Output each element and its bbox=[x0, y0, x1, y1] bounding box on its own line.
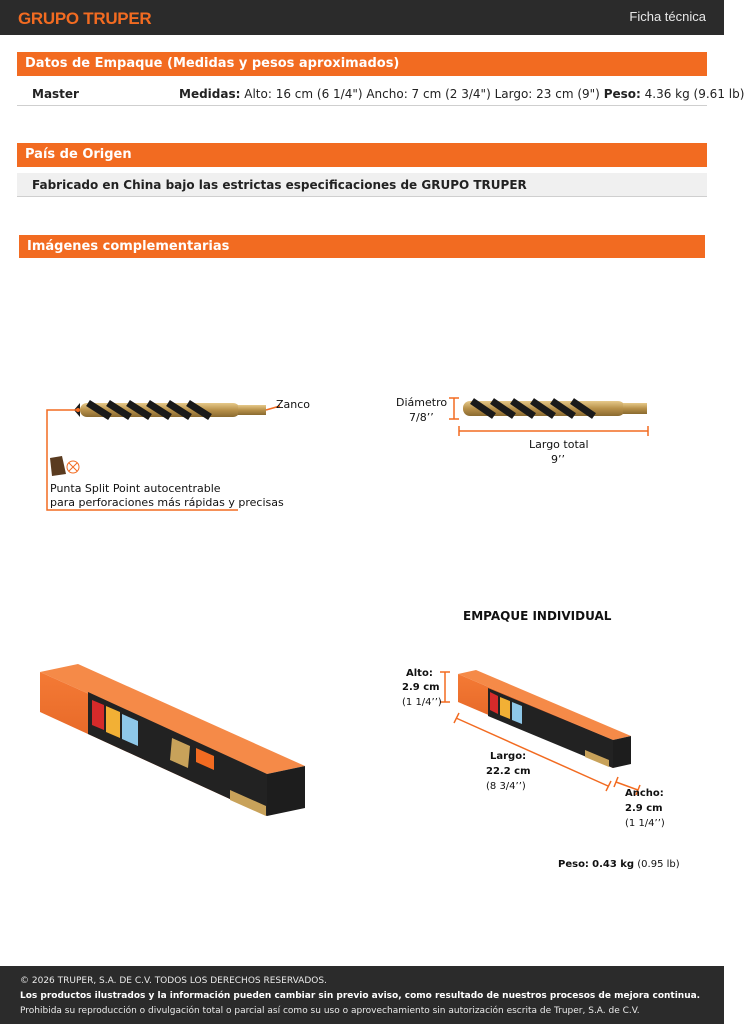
package-weight bbox=[558, 859, 680, 870]
package-weight-label: Peso: bbox=[558, 859, 589, 870]
diameter-dimension bbox=[449, 398, 459, 419]
split-point-icon bbox=[50, 456, 79, 476]
diameter-label: Diámetro bbox=[396, 396, 448, 409]
tip-caption-line2: para perforaciones más rápidas y precisas bbox=[50, 496, 284, 509]
origin-section-title: País de Origen bbox=[17, 143, 707, 167]
origin-text: Fabricado en China bajo las estrictas especificaciones de GRUPO TRUPER bbox=[32, 178, 527, 192]
drill-bit-left bbox=[74, 403, 266, 417]
largo-in: (8 3/4’’) bbox=[486, 781, 526, 792]
length-label: Largo total bbox=[529, 438, 589, 451]
measures-label: Medidas: bbox=[179, 87, 241, 101]
package-box-large bbox=[40, 664, 305, 816]
footer-legal: Prohibida su reproducción o divulgación total o parcial así como su uso o aprovechamiento sin autorización escrita de Truper, S.A. de C.V. bbox=[20, 1006, 640, 1016]
packaging-section-title: Datos de Empaque (Medidas y pesos aproximados) bbox=[17, 52, 707, 76]
measures-value: Alto: 16 cm (6 1/4") Ancho: 7 cm (2 3/4") Largo: 23 cm (9") bbox=[244, 87, 600, 101]
brand-logo: GRUPO TRUPER bbox=[18, 9, 152, 28]
ancho-cm: 2.9 cm bbox=[625, 803, 663, 814]
shank-label: Zanco bbox=[276, 398, 311, 411]
largo-label: Largo: bbox=[490, 751, 527, 762]
top-bar bbox=[0, 0, 724, 35]
tip-caption-line1: Punta Split Point autocentrable bbox=[50, 482, 221, 495]
alto-cm: 2.9 cm bbox=[402, 682, 440, 693]
alto-label: Alto: bbox=[406, 668, 433, 679]
package-weight-lb: (0.95 lb) bbox=[637, 859, 680, 870]
package-box-small bbox=[458, 670, 631, 768]
illustrations-svg bbox=[0, 260, 724, 900]
weight-value: 4.36 kg (9.61 lb) bbox=[644, 87, 744, 101]
document-type: Ficha técnica bbox=[629, 9, 706, 24]
alto-in: (1 1/4’’) bbox=[402, 697, 442, 708]
images-section-title: Imágenes complementarias bbox=[19, 235, 705, 258]
packaging-row-value bbox=[179, 87, 744, 101]
tip-leader bbox=[47, 410, 238, 510]
length-dimension bbox=[459, 426, 648, 436]
length-value: 9’’ bbox=[551, 453, 565, 466]
packaging-row-master bbox=[17, 82, 744, 106]
footer-copyright: © 2026 TRUPER, S.A. DE C.V. TODOS LOS DERECHOS RESERVADOS. bbox=[20, 976, 327, 986]
weight-label: Peso: bbox=[603, 87, 641, 101]
drill-bit-right bbox=[463, 401, 647, 416]
footer-notice: Los productos ilustrados y la información pueden cambiar sin previo aviso, como resultado de nuestros procesos de mejora continua. bbox=[20, 991, 701, 1001]
package-title: EMPAQUE INDIVIDUAL bbox=[463, 609, 612, 623]
ancho-in: (1 1/4’’) bbox=[625, 818, 665, 829]
package-weight-kg: 0.43 kg bbox=[592, 859, 635, 870]
largo-cm: 22.2 cm bbox=[486, 766, 531, 777]
diameter-value: 7/8’’ bbox=[409, 411, 434, 424]
origin-row bbox=[17, 173, 707, 197]
packaging-row-label: Master bbox=[32, 87, 79, 101]
ancho-label: Ancho: bbox=[625, 788, 664, 799]
footer bbox=[0, 966, 724, 1024]
complementary-images bbox=[0, 260, 724, 900]
